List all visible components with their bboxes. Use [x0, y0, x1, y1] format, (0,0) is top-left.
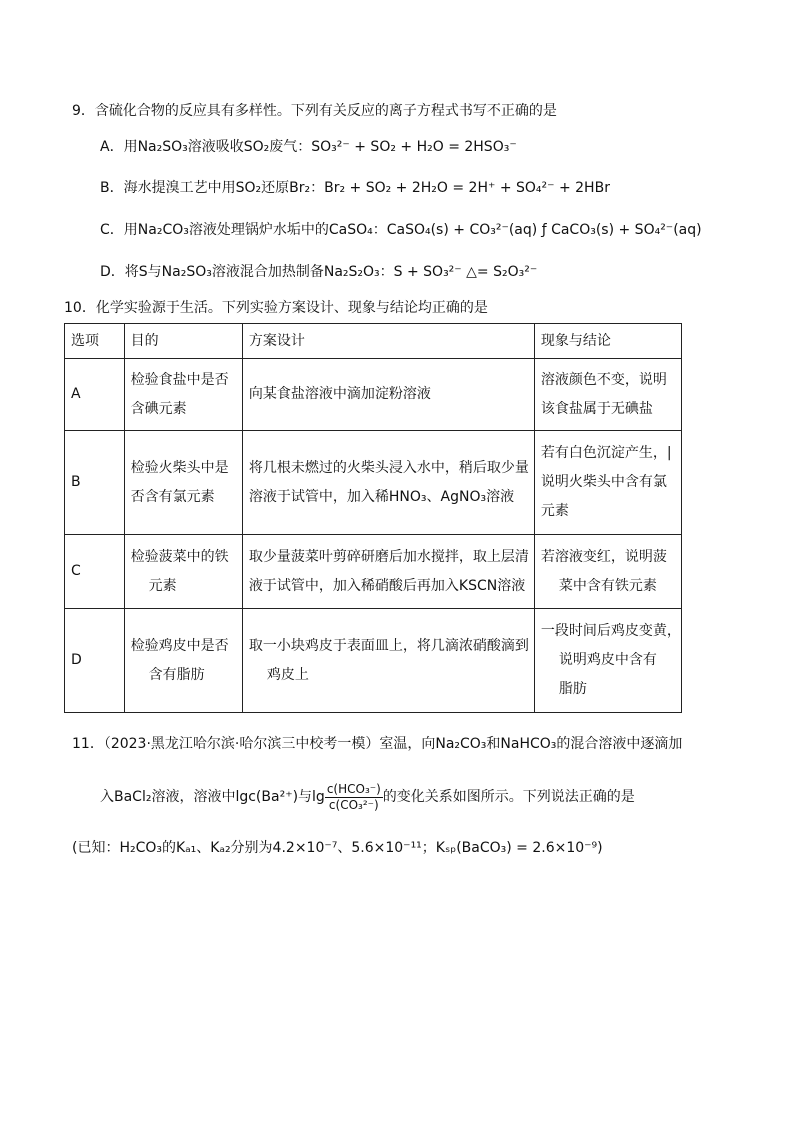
result-line: 说明火柴头中含有氯 — [540, 474, 667, 490]
row-goal — [124, 431, 242, 535]
header-goal: 目的 — [124, 324, 242, 359]
goal-line: 含有脂肪 — [148, 666, 205, 683]
row-goal — [124, 609, 242, 713]
plan-line: 溶液于试管中，加入稀HNO₃、AgNO₃溶液 — [248, 488, 515, 505]
fraction-denominator: c(CO₃²⁻) — [328, 797, 379, 812]
plan-line: 将几根未燃过的火柴头浸入水中，稍后取少量 — [248, 459, 529, 476]
plan-line: 向某食盐溶液中滴加淀粉溶液 — [248, 386, 431, 402]
row-result — [534, 359, 681, 431]
result-line: 若有白色沉淀产生，| — [540, 445, 672, 461]
row-result — [534, 609, 681, 713]
goal-line: 检验火柴头中是 — [130, 459, 229, 476]
result-line: 若溶液变红，说明菠 — [540, 548, 667, 565]
goal-line: 检验菠菜中的铁 — [130, 548, 229, 565]
row-goal — [124, 359, 242, 431]
row-plan — [242, 535, 534, 609]
row-option: A — [65, 359, 125, 431]
result-line: 说明鸡皮中含有 — [558, 652, 657, 668]
q11-line-2-a: 入BaCl₂溶液，溶液中lgc(Ba²⁺)与lg — [100, 789, 325, 805]
table-row — [65, 359, 682, 431]
goal-line: 元素 — [148, 577, 177, 594]
q10-stem: 10．化学实验源于生活。下列实验方案设计、现象与结论均正确的是 — [64, 300, 488, 316]
experiment-table — [64, 323, 682, 713]
q9-option-d: D．将S与Na₂SO₃溶液混合加热制备Na₂S₂O₃：S + SO₃²⁻ △= S₂O₃²⁻ — [100, 264, 538, 280]
result-line: 元素 — [540, 503, 569, 519]
ratio-fraction — [325, 782, 383, 813]
q11-line-2-b: 的变化关系如图所示。下列说法正确的是 — [382, 789, 635, 805]
fraction-numerator: c(HCO₃⁻) — [326, 781, 381, 796]
row-goal — [124, 535, 242, 609]
q11-line-2 — [100, 778, 635, 816]
result-line: 溶液颜色不变，说明 — [540, 371, 667, 388]
result-line: 菜中含有铁元素 — [558, 577, 657, 594]
table-row — [65, 431, 682, 535]
q9-option-a: A．用Na₂SO₃溶液吸收SO₂废气：SO₃²⁻ + SO₂ + H₂O = 2HSO₃⁻ — [100, 139, 517, 155]
header-option: 选项 — [65, 324, 125, 359]
table-row — [65, 609, 682, 713]
plan-line: 液于试管中，加入稀硝酸后再加入KSCN溶液 — [248, 577, 526, 594]
q9-option-c: C．用Na₂CO₃溶液处理锅炉水垢中的CaSO₄：CaSO₄(s) + CO₃²⁻(aq) ƒ CaCO₃(s) + SO₄²⁻(aq) — [100, 222, 702, 238]
row-option: C — [65, 535, 125, 609]
plan-line: 取少量菠菜叶剪碎研磨后加水搅拌，取上层清 — [248, 548, 529, 565]
table-row — [65, 535, 682, 609]
row-plan — [242, 431, 534, 535]
row-option: D — [65, 609, 125, 713]
q9-option-b: B．海水提溴工艺中用SO₂还原Br₂：Br₂ + SO₂ + 2H₂O = 2H⁺ + SO₄²⁻ + 2HBr — [100, 180, 610, 196]
row-option: B — [65, 431, 125, 535]
goal-line: 检验鸡皮中是否 — [130, 637, 229, 654]
goal-line: 否含有氯元素 — [130, 488, 215, 505]
q11-line-1: 11．（2023·黑龙江哈尔滨·哈尔滨三中校考一模）室温，向Na₂CO₃和NaHCO₃的混合溶液中逐滴加 — [72, 736, 683, 752]
row-result — [534, 535, 681, 609]
result-line: 一段时间后鸡皮变黄， — [540, 623, 681, 639]
result-line: 该食盐属于无碘盐 — [540, 400, 653, 417]
row-plan — [242, 609, 534, 713]
plan-line: 鸡皮上 — [266, 666, 309, 683]
header-plan: 方案设计 — [242, 324, 534, 359]
q9-stem: 9．含硫化合物的反应具有多样性。下列有关反应的离子方程式书写不正确的是 — [72, 103, 557, 119]
row-plan — [242, 359, 534, 431]
goal-line: 含碘元素 — [130, 400, 187, 417]
goal-line: 检验食盐中是否 — [130, 371, 229, 388]
result-line: 脂肪 — [558, 681, 587, 697]
plan-line: 取一小块鸡皮于表面皿上，将几滴浓硝酸滴到 — [248, 637, 529, 654]
header-result: 现象与结论 — [534, 324, 681, 359]
q11-line-3: (已知：H₂CO₃的Kₐ₁、Kₐ₂分别为4.2×10⁻⁷、5.6×10⁻¹¹；Kₛₚ(BaCO₃) = 2.6×10⁻⁹) — [72, 840, 603, 856]
row-result — [534, 431, 681, 535]
table-header-row — [65, 324, 682, 359]
